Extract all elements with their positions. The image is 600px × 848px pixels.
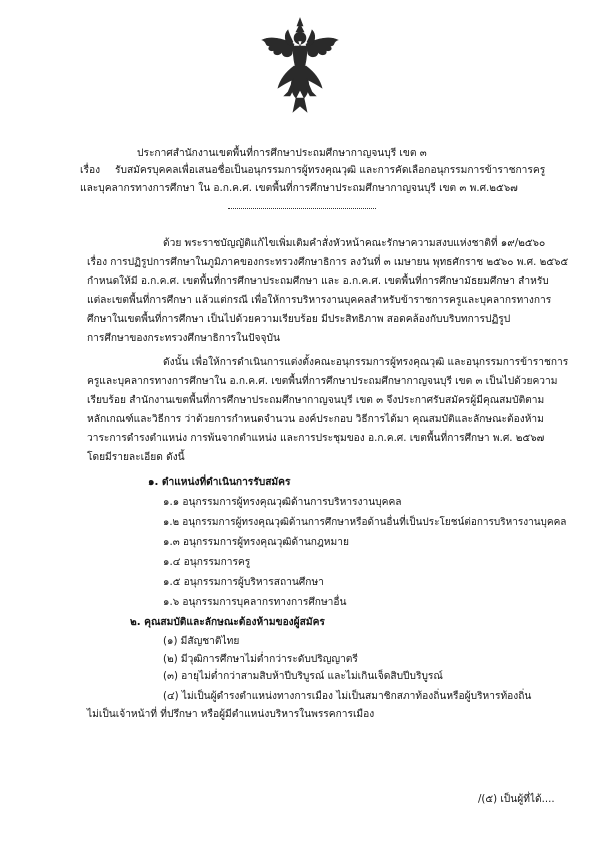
- section-2-item: (๑) มีสัญชาติไทย: [163, 636, 240, 647]
- section-2-item: (๒) มีวุฒิการศึกษาไม่ต่ำกว่าระดับปริญญาตรี: [163, 654, 358, 665]
- section-2-item-continuation: ไม่เป็นเจ้าหน้าที่ ที่ปรึกษา หรือผู้มีตำแหน่งบริหารในพรรคการเมือง: [87, 709, 375, 720]
- subject-line-2: และบุคลากรทางการศึกษา ใน อ.ก.ค.ศ. เขตพื้นที่การศึกษาประถมศึกษากาญจนบุรี เขต ๓ พ.ศ.๒๕๖๗: [80, 183, 518, 194]
- section-1-item: ๑.๖ อนุกรรมการบุคลากรทางการศึกษาอื่น: [163, 597, 347, 608]
- paragraph-2-line: ครูและบุคลากรทางการศึกษาใน อ.ก.ค.ศ. เขตพื้นที่การศึกษาประถมศึกษากาญจนบุรี เขต ๓ เป็นไปด้วยความ: [87, 376, 558, 387]
- section-1-item: ๑.๔ อนุกรรมการครู: [163, 557, 251, 568]
- paragraph-1-line: เรื่อง การปฏิรูปการศึกษาในภูมิภาคของกระทรวงศึกษาธิการ ลงวันที่ ๓ เมษายน พุทธศักราช ๒๕๖๐ พ.ศ. ๒๕๖๕: [87, 257, 569, 268]
- paragraph-1-line: กำหนดให้มี อ.ก.ค.ศ. เขตพื้นที่การศึกษาประถมศึกษา และ อ.ก.ค.ศ. เขตพื้นที่การศึกษามัธยมศึกษา สำหรับ: [87, 276, 549, 287]
- paragraph-2-line: วาระการดำรงตำแหน่ง การพ้นจากตำแหน่ง และการประชุมของ อ.ก.ค.ศ. เขตพื้นที่การศึกษา พ.ศ. ๒๕๖๗: [87, 433, 545, 444]
- section-2-item: (๓) อายุไม่ต่ำกว่าสามสิบห้าปีบริบูรณ์ และไม่เกินเจ็ดสิบปีบริบูรณ์: [163, 671, 443, 682]
- section-1-item: ๑.๒ อนุกรรมการผู้ทรงคุณวุฒิด้านการศึกษาหรือด้านอื่นที่เป็นประโยชน์ต่อการบริหารงานบุคคล: [163, 517, 567, 528]
- title-divider: [228, 208, 376, 209]
- page-continuation: /(๕) เป็นผู้ที่ได้....: [478, 794, 555, 805]
- section-2-item: (๔) ไม่เป็นผู้ดำรงตำแหน่งทางการเมือง ไม่เป็นสมาชิกสภาท้องถิ่นหรือผู้บริหารท้องถิ่น: [163, 691, 532, 702]
- section-1-item: ๑.๕ อนุกรรมการผู้บริหารสถานศึกษา: [163, 577, 324, 588]
- subject-label: เรื่อง: [80, 165, 101, 176]
- garuda-emblem-icon: [260, 16, 340, 116]
- subject-line-1: รับสมัครบุคคลเพื่อเสนอชื่อเป็นอนุกรรมการผู้ทรงคุณวุฒิ และการคัดเลือกอนุกรรมการข้าราชการครู: [115, 165, 546, 176]
- paragraph-2-line: หลักเกณฑ์และวิธีการ ว่าด้วยการกำหนดจำนวน องค์ประกอบ วิธีการได้มา คุณสมบัติและลักษณะต้องห้าม: [87, 414, 544, 425]
- announcement-title: ประกาศสำนักงานเขตพื้นที่การศึกษาประถมศึกษากาญจนบุรี เขต ๓: [137, 148, 427, 159]
- paragraph-1-line: ศึกษาในเขตพื้นที่การศึกษา เป็นไปด้วยความเรียบร้อย มีประสิทธิภาพ สอดคล้องกับบริบทการปฏิรูป: [87, 314, 511, 325]
- section-2-heading: ๒. คุณสมบัติและลักษณะต้องห้ามของผู้สมัคร: [130, 617, 325, 628]
- paragraph-1-line: แต่ละเขตพื้นที่การศึกษา แล้วแต่กรณี เพื่อให้การบริหารงานบุคคลสำหรับข้าราชการครูและบุคลากรทางการ: [87, 295, 552, 306]
- paragraph-2-line: ดังนั้น เพื่อให้การดำเนินการแต่งตั้งคณะอนุกรรมการผู้ทรงคุณวุฒิ และอนุกรรมการข้าราชการ: [163, 357, 569, 368]
- section-1-heading: ๑. ตำแหน่งที่ดำเนินการรับสมัคร: [148, 477, 291, 488]
- section-1-item: ๑.๑ อนุกรรมการผู้ทรงคุณวุฒิด้านการบริหารงานบุคคล: [163, 497, 402, 508]
- paragraph-2-line: เรียบร้อย สำนักงานเขตพื้นที่การศึกษาประถมศึกษากาญจนบุรี เขต ๓ จึงประกาศรับสมัครผู้มีคุณสมบัติตาม: [87, 395, 545, 406]
- paragraph-1-line: การศึกษาของกระทรวงศึกษาธิการในปัจจุบัน: [87, 333, 280, 344]
- paragraph-2-line: โดยมีรายละเอียด ดังนี้: [87, 452, 185, 463]
- section-1-item: ๑.๓ อนุกรรมการผู้ทรงคุณวุฒิด้านกฎหมาย: [163, 537, 349, 548]
- paragraph-1-line: ด้วย พระราชบัญญัติแก้ไขเพิ่มเติมคำสั่งหัวหน้าคณะรักษาความสงบแห่งชาติที่ ๑๙/๒๕๖๐: [163, 238, 546, 249]
